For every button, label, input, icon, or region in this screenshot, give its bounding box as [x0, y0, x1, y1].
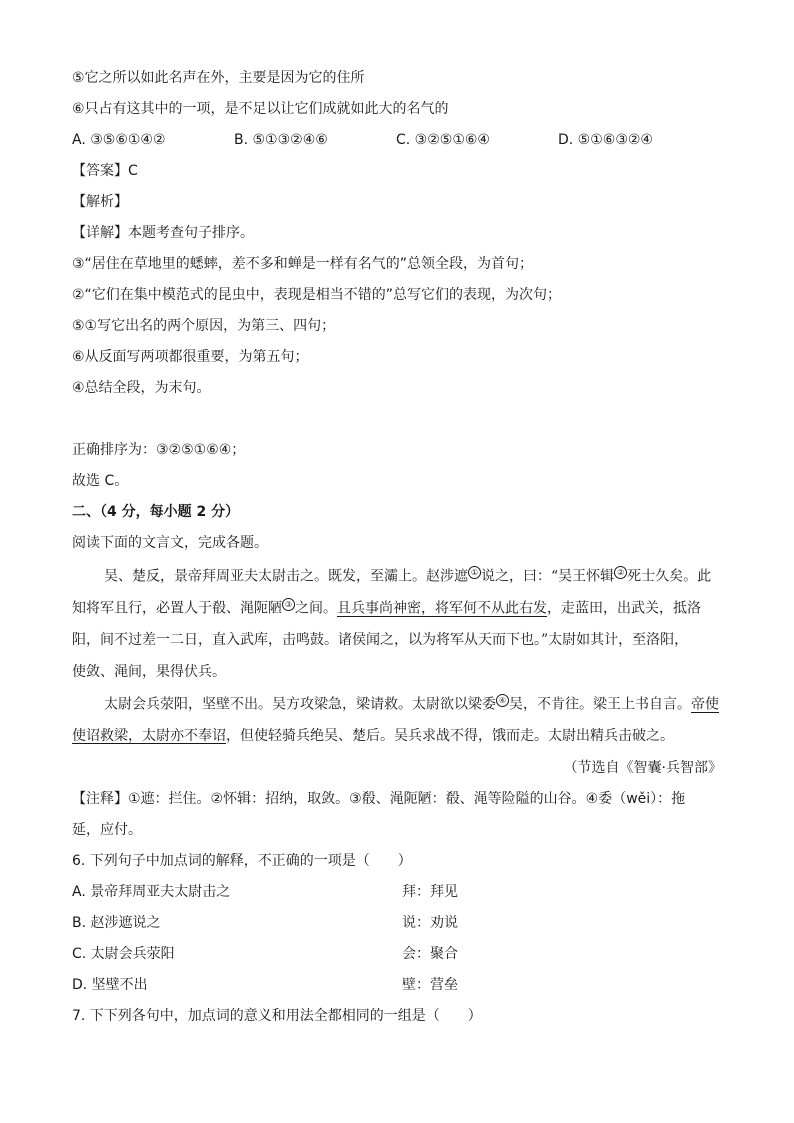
passage-text: ，走蓝田，出武关，抵洛: [547, 600, 701, 617]
answer-label: 【答案】C: [72, 163, 138, 179]
q6-item: [72, 913, 458, 933]
q6-item-gloss: 会：聚合: [402, 946, 458, 962]
passage-text: 太尉会兵荥阳，坚壁不出。吴方攻梁急，梁请救。太尉欲以梁委: [104, 696, 496, 713]
instruction-line: 阅读下面的文言文，完成各题。: [72, 535, 268, 551]
q6-item-sentence: C. 太尉会兵荥阳: [72, 946, 175, 962]
note-marker: ①: [468, 566, 481, 579]
q6-item-gloss: 拜：拜见: [402, 884, 458, 900]
passage-line: 使敛、渑间，果得伏兵。: [72, 664, 226, 680]
explain-line: ②“它们在集中模范式的昆虫中，表现是相当不错的”总写它们的表现，为次句；: [72, 287, 562, 303]
note-marker: ④: [496, 694, 509, 707]
text-line: ⑤它之所以如此名声在外，主要是因为它的住所: [72, 70, 365, 86]
passage-line: [104, 566, 711, 587]
detail-line: 【详解】本题考查句子排序。: [72, 225, 254, 241]
passage-line: [104, 694, 719, 715]
note-marker: ③: [282, 598, 295, 611]
option-b: B. ⑤①③②④⑥: [234, 132, 328, 148]
q6-item: [72, 882, 458, 902]
notes-line: 【注释】①遮：拦住。②怀辑：招纳，取敛。③殽、渑阨陋：殽、渑等险隘的山谷。④委（wěi）：拖: [72, 791, 686, 807]
question-6-stem: 6. 下列句子中加点词的解释，不正确的一项是（ ）: [72, 853, 412, 869]
option-a: A. ③⑤⑥①④②: [72, 132, 166, 148]
choose-line: 故选 C。: [72, 473, 129, 489]
q6-item-sentence: B. 赵涉遮说之: [72, 915, 161, 931]
question-7-stem: 7. 下下列各句中，加点词的意义和用法全都相同的一组是（ ）: [72, 1008, 482, 1024]
passage-text: ，但使轻骑兵绝吴、楚后。吴兵求战不得，饿而走。太尉出精兵击破之。: [226, 728, 674, 744]
explain-line: ⑤①写它出名的两个原因，为第三、四句；: [72, 318, 336, 334]
q6-item: [72, 975, 458, 995]
q6-item: [72, 944, 458, 964]
passage-line: [72, 726, 674, 746]
text-line: ⑥只占有这其中的一项，是不足以让它们成就如此大的名气的: [72, 101, 449, 117]
q6-item-gloss: 说：劝说: [402, 915, 458, 931]
underlined-sentence: 帝使: [691, 696, 719, 713]
q6-item-sentence: D. 坚壁不出: [72, 977, 148, 993]
passage-text: 死士久矣。此: [627, 568, 712, 585]
order-line: 正确排序为：③②⑤①⑥④；: [72, 442, 246, 458]
underlined-sentence: 使诏救梁，太尉亦不奉诏: [72, 728, 226, 744]
option-d: D. ⑤①⑥③②④: [558, 132, 653, 148]
explain-line: ④总结全段，为末句。: [72, 380, 211, 396]
passage-text: 之间。: [295, 600, 337, 617]
section-heading: 二、（4 分，每小题 2 分）: [72, 504, 240, 520]
explain-line: ③“居住在草地里的蟋蟀，差不多和蝉是一样有名气的”总领全段，为首句；: [72, 256, 534, 272]
passage-line: [72, 598, 701, 619]
passage-text: 知将军且行，必置人于殽、渑阨陋: [72, 600, 282, 617]
passage-text: 说之，曰：“吴王怀辑: [481, 568, 615, 585]
explain-line: ⑥从反面写两项都很重要，为第五句；: [72, 349, 309, 365]
passage-text: 吴、楚反，景帝拜周亚夫太尉击之。既发，至灞上。赵涉遮: [104, 568, 468, 585]
passage-text: 吴，不肯往。梁王上书自言。: [509, 696, 691, 713]
q6-item-gloss: 壁：营垒: [402, 977, 458, 993]
option-c: C. ③②⑤①⑥④: [396, 132, 490, 148]
notes-line: 延，应付。: [72, 822, 142, 838]
note-marker: ②: [614, 566, 627, 579]
source-citation: （节选自《智囊·兵智部》: [563, 760, 722, 776]
passage-line: 阳，间不过差一二日，直入武库，击鸣鼓。诸侯闻之，以为将军从天而下也。”太尉如其计，至洛阳，: [72, 632, 689, 648]
q6-item-sentence: A. 景帝拜周亚夫太尉击之: [72, 884, 231, 900]
underlined-sentence: 且兵事尚神密，将军何不从此右发: [337, 600, 547, 617]
analysis-label: 【解析】: [72, 194, 128, 210]
options-row: [72, 130, 720, 150]
